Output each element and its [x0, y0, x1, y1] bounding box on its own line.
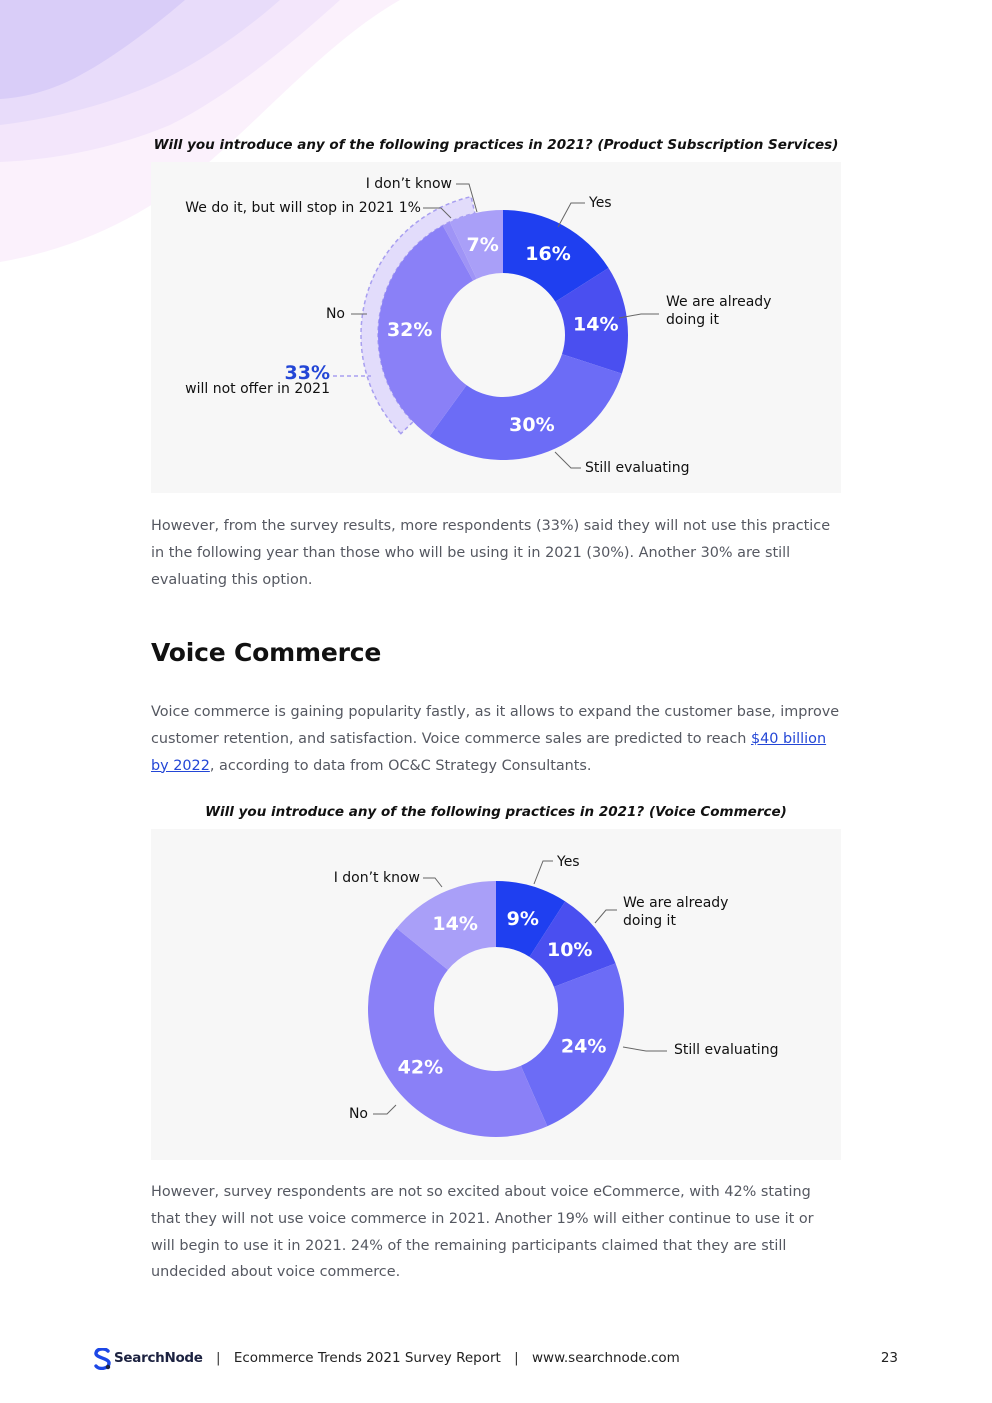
paragraph-voice-commerce-results: However, survey respondents are not so excited about voice eCommerce, with 42% stating that they will not use voice commerce in 2021. Another 19% will either continue to use it or will begin to use it in 2021. 24% of the remaining participants claimed that they are still undecided about voice commerce. [151, 1184, 814, 1281]
footer-divider: | [514, 1350, 519, 1366]
outer-label-we-are-already-doing-it: doing it [623, 913, 676, 929]
value-label-still-evaluating: 24% [560, 1035, 607, 1058]
outer-label-we-do-it-but-will-stop-in-2021: We do it, but will stop in 2021 1% [185, 200, 421, 216]
footer-brand: SearchNode [114, 1350, 203, 1366]
value-label-yes: 16% [525, 243, 571, 266]
callout-text: will not offer in 2021 [185, 381, 330, 397]
value-label-still-evaluating: 30% [509, 413, 555, 436]
leader-line-we-are-already-doing-it [595, 910, 617, 923]
leader-line-yes [534, 861, 553, 884]
outer-label-we-are-already-doing-it: We are already [623, 895, 729, 911]
paragraph-text: Voice commerce is gaining popularity fastly, as it allows to expand the customer base, improve customer retention, and satisfaction. Voice commerce sales are predicted to reach [151, 704, 840, 747]
section-heading-voice-commerce: Voice Commerce [151, 638, 382, 667]
chart1-title: Will you introduce any of the following practices in 2021? (Product Subscription Services) [153, 137, 839, 153]
value-label-we-are-already-doing-it: 10% [546, 939, 593, 962]
chart1-panel [151, 162, 841, 493]
leader-line-i-don-t-know [423, 878, 442, 887]
leader-line-still-evaluating [555, 452, 581, 468]
value-label-no: 42% [397, 1056, 444, 1079]
value-label-we-are-already-doing-it: 14% [573, 313, 619, 336]
paragraph-subscription-results: However, from the survey results, more respondents (33%) said they will not use this practice in the following year than those who will be using it in 2021 (30%). Another 30% are still evaluating this option. [151, 518, 831, 588]
page-footer [94, 1346, 904, 1372]
searchnode-logo-icon [94, 1348, 112, 1370]
leader-line-no [373, 1105, 396, 1114]
footer-website: www.searchnode.com [531, 1350, 680, 1366]
chart2-title: Will you introduce any of the following practices in 2021? (Voice Commerce) [205, 804, 787, 820]
footer-report-title: Ecommerce Trends 2021 Survey Report [233, 1350, 501, 1366]
outer-label-no: No [325, 306, 345, 322]
outer-label-we-are-already-doing-it: We are already [666, 294, 772, 310]
page-number: 23 [880, 1350, 898, 1366]
outer-label-yes: Yes [589, 195, 612, 211]
chart2-panel [151, 829, 841, 1160]
value-label-i-don-t-know: 14% [432, 913, 478, 936]
footer-divider: | [215, 1350, 221, 1366]
link-40-billion[interactable]: $40 billion by 2022 [151, 730, 827, 774]
leader-line-still-evaluating [623, 1047, 667, 1051]
outer-label-yes: Yes [557, 854, 580, 870]
chart1-donut-chart [151, 162, 841, 493]
leader-line-yes [558, 203, 585, 227]
value-label-no: 32% [386, 319, 433, 342]
outer-label-i-don-t-know: I don’t know [333, 870, 420, 886]
paragraph-text: , according to data from OC&C Strategy Consultants. [209, 757, 592, 774]
paragraph-voice-commerce-intro [151, 699, 841, 779]
outer-label-still-evaluating: Still evaluating [585, 460, 690, 476]
callout-value: 33% [284, 362, 330, 384]
value-label-yes: 9% [506, 907, 539, 930]
outer-label-i-don-t-know: I don’t know [365, 176, 452, 192]
outer-label-we-are-already-doing-it: doing it [666, 312, 719, 328]
outer-label-no: No [348, 1106, 368, 1122]
outer-label-still-evaluating: Still evaluating [674, 1042, 779, 1058]
donut-slice-still-evaluating [430, 354, 622, 460]
chart2-donut-chart [151, 829, 841, 1160]
value-label-i-don-t-know: 7% [466, 233, 499, 256]
